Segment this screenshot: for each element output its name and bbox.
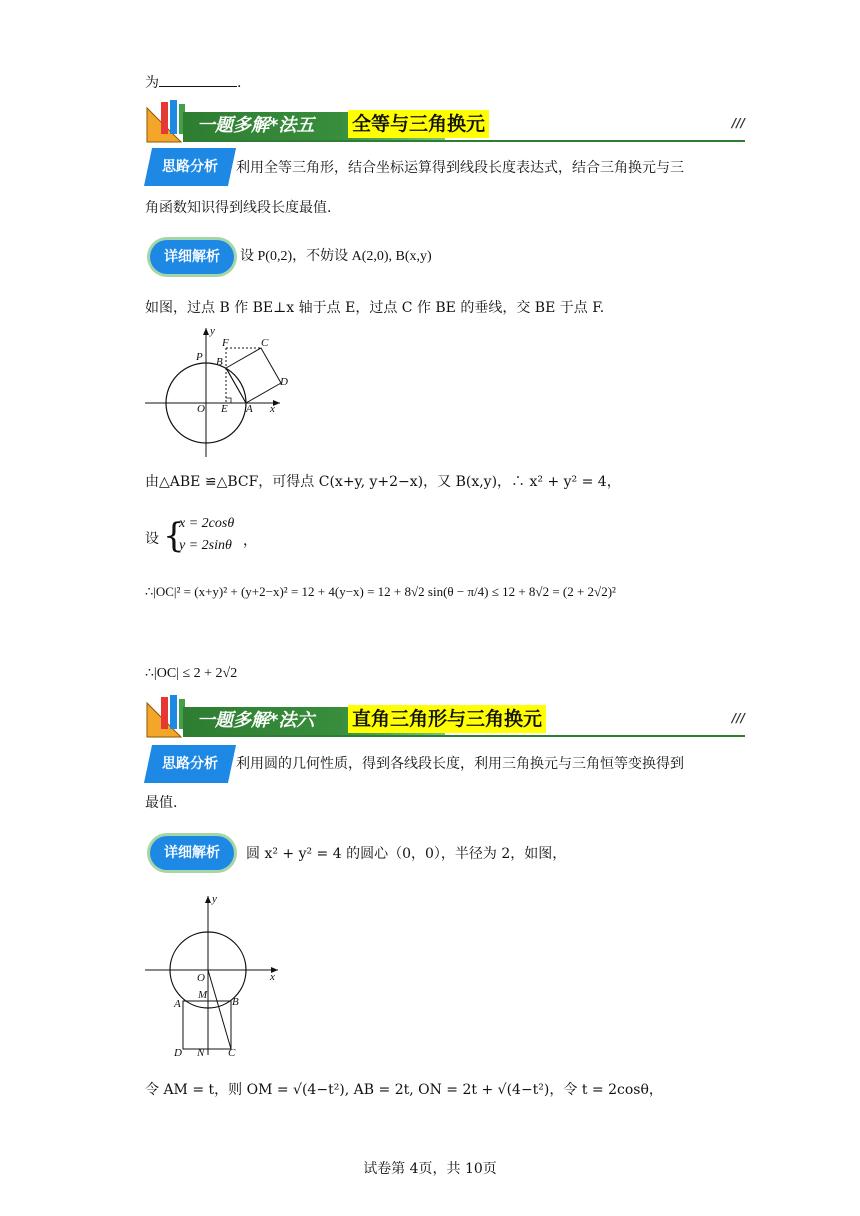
label-a: A xyxy=(246,403,253,415)
label-d: D xyxy=(280,376,288,388)
label-y: y xyxy=(212,893,217,905)
banner-slashes: /// xyxy=(731,116,745,130)
label-p: P xyxy=(196,351,203,363)
page-footer: 试卷第 4页，共 10页 xyxy=(363,1161,497,1177)
step-text: ∴|OC| ≤ 2 + 2√2 xyxy=(145,666,238,681)
analysis-tag: 思路分析 xyxy=(144,148,236,186)
label-a: A xyxy=(174,998,181,1010)
label-c: C xyxy=(228,1047,236,1059)
label-d: D xyxy=(174,1047,182,1059)
banner-title: 一题多解*法六 xyxy=(183,707,445,735)
label-c: C xyxy=(261,337,269,349)
segment-oc xyxy=(208,970,231,1049)
answer-blank xyxy=(159,72,237,87)
step-text: 如图，过点 B 作 BE⊥x 轴于点 E，过点 C 作 BE 的垂线，交 BE 于点 F. xyxy=(145,300,605,316)
label-o: O xyxy=(197,972,205,984)
label-b: B xyxy=(216,356,223,368)
analysis-text-line1: 利用全等三角形，结合坐标运算得到线段长度表达式，结合三角换元与三 xyxy=(236,160,684,176)
banner-slashes: /// xyxy=(731,711,745,725)
label-x: x xyxy=(270,971,275,983)
detail-tag: 详细解析 xyxy=(150,240,234,274)
analysis-tag: 思路分析 xyxy=(144,745,236,783)
geometry-figure-2 xyxy=(140,890,290,1060)
label-n: N xyxy=(197,1047,205,1059)
banner-subtitle: 直角三角形与三角换元 xyxy=(348,705,546,733)
geometry-figure-1 xyxy=(140,322,300,462)
step-text: ∴|OC|² = (x+y)² + (y+2−x)² = 12 + 4(y−x) = 12 + 8√2 sin(θ − π/4) ≤ 12 + 8√2 = (2 + 2√2)² xyxy=(145,584,616,599)
label-f: F xyxy=(222,337,229,349)
label-y: y xyxy=(210,325,215,337)
step-text: 令 AM = t，则 OM = √(4−t²), AB = 2t, ON = 2t + √(4−t²)，令 t = 2cosθ， xyxy=(145,1082,663,1098)
analysis-text-line1: 利用圆的几何性质，得到各线段长度，利用三角换元与三角恒等变换得到 xyxy=(236,756,684,772)
banner-rule xyxy=(183,735,745,737)
section-banner-method-6 xyxy=(145,693,745,739)
banner-title: 一题多解*法五 xyxy=(183,112,445,140)
detail-tag: 详细解析 xyxy=(150,836,234,870)
analysis-text-line2: 角函数知识得到线段长度最值. xyxy=(145,200,332,216)
detail-text: 圆 x² + y² = 4 的圆心（0，0），半径为 2，如图， xyxy=(246,846,567,862)
brace-icon: { xyxy=(163,516,185,556)
analysis-text-line2: 最值. xyxy=(145,795,178,811)
step-text: 由△ABE ≌△BCF，可得点 C(x+y, y+2−x)，又 B(x,y)，∴ x² + y² = 4， xyxy=(145,474,621,490)
y-axis-arrow-icon xyxy=(203,328,209,335)
section-banner-method-5 xyxy=(145,98,745,144)
label-x: x xyxy=(270,403,275,415)
label-o: O xyxy=(197,403,205,415)
banner-subtitle: 全等与三角换元 xyxy=(348,110,489,138)
label-e: E xyxy=(221,403,228,415)
label-b: B xyxy=(232,996,239,1008)
detail-text: 设 P(0,2)，不妨设 A(2,0), B(x,y) xyxy=(240,249,432,264)
answer-blank-line: 为 . xyxy=(145,72,241,93)
y-axis-arrow-icon xyxy=(205,896,211,903)
label-m: M xyxy=(198,989,208,1001)
banner-rule xyxy=(183,140,745,142)
